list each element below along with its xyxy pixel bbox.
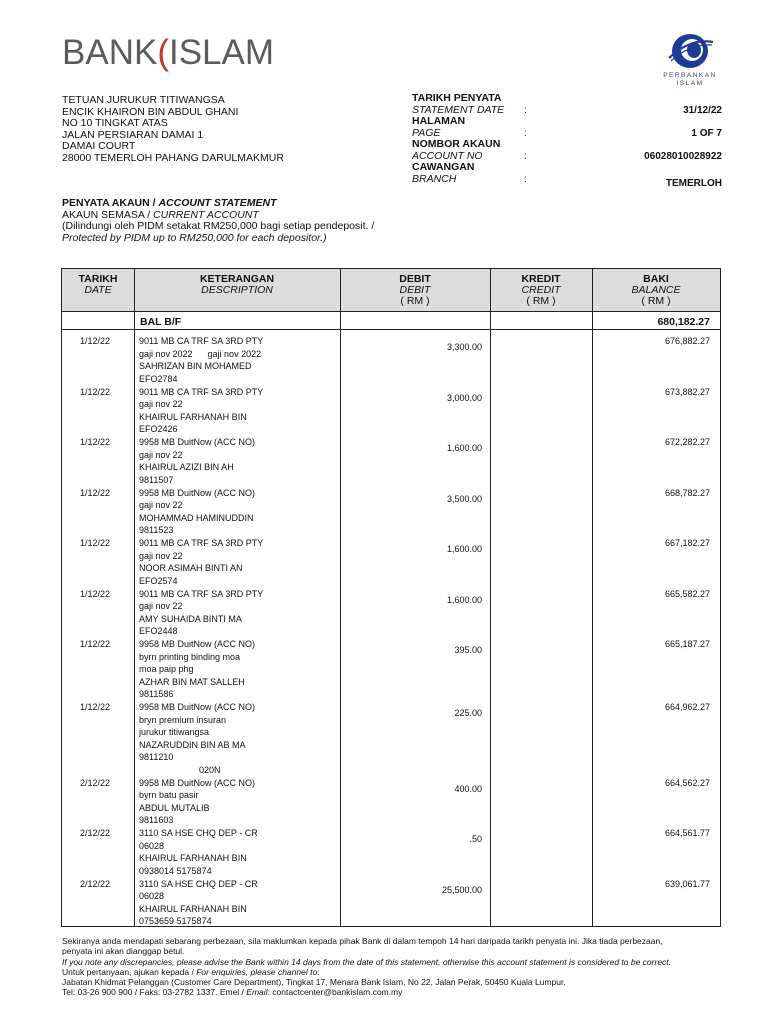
- header-credit-unit: ( RM ): [526, 295, 556, 307]
- row-description-line: EFO2574: [139, 575, 178, 586]
- row-description-line: 9011 MB CA TRF SA 3RD PTY: [139, 538, 264, 548]
- row-description-line: gaji nov 22: [139, 500, 183, 510]
- row-debit: .50: [469, 834, 482, 844]
- seal-caption-2: ISLAM: [676, 80, 704, 87]
- table-row: [62, 386, 720, 436]
- header-balance-ms: BAKI: [643, 273, 669, 285]
- row-description: [139, 335, 391, 385]
- row-debit: 225.00: [454, 708, 482, 718]
- row-description: [139, 701, 391, 776]
- row-balance: 668,782.27: [664, 487, 710, 498]
- row-description-line: 9011 MB CA TRF SA 3RD PTY: [139, 588, 264, 599]
- header-balance: [592, 274, 720, 307]
- table-row: [62, 537, 720, 587]
- header-credit-ms: KREDIT: [521, 273, 561, 285]
- row-balance: 672,282.27: [664, 437, 710, 447]
- statement-date-value: 31/12/22: [683, 104, 722, 116]
- table-row: [62, 638, 720, 701]
- bal-bf-label: BAL B/F: [140, 316, 182, 328]
- header-debit: [340, 274, 490, 307]
- customer-address: [62, 95, 284, 164]
- row-description: [139, 638, 391, 701]
- logo-text-left: BANK: [62, 33, 158, 72]
- row-description-line: EFO2784: [139, 373, 178, 384]
- row-description-line: EFO2426: [139, 424, 178, 434]
- row-description-line: ABDUL MUTALIB: [139, 802, 210, 813]
- footer-contact-a: Tel: 03-26 900 900 / Faks: 03-2782 1337. Emel /: [62, 987, 247, 998]
- row-description-line: byrn batu pasir: [139, 790, 199, 800]
- footer-line: penyata ini akan dianggap betul.: [62, 946, 185, 957]
- statement-meta: [412, 92, 722, 189]
- colon: :: [524, 127, 527, 139]
- table-row: [62, 436, 720, 486]
- page-label-en: PAGE: [412, 126, 441, 139]
- row-description-line: 9958 MB DuitNow (ACC NO): [139, 639, 256, 649]
- footer-contact-c: : contactcenter@bankislam.com.my: [267, 987, 403, 998]
- pidm-notice-ms: (Dilindungi oleh PIDM setakat RM250,000 bagi setiap pendeposit. /: [62, 220, 375, 232]
- account-statement-title-ms: PENYATA AKAUN /: [62, 197, 159, 209]
- row-description-line: 0938014 5175874: [139, 865, 212, 876]
- table-row: [62, 588, 720, 638]
- footer-line: Sekiranya anda mendapati sebarang perbezaan, sila maklumkan kepada pihak Bank di dalam tempoh 14 hari daripada tarikh penyata ini. Jika tiada perbezaan,: [62, 936, 663, 946]
- row-description-line: KHAIRUL FARHANAH BIN: [139, 411, 247, 422]
- address-line: NO 10 TINGKAT ATAS: [62, 117, 168, 129]
- row-description-line: 0753659 5175874: [139, 916, 212, 926]
- footer-enquiry-en: For enquiries, please channel to: [196, 966, 318, 977]
- row-description-line: 9011 MB CA TRF SA 3RD PTY: [139, 336, 264, 346]
- row-date: 1/12/22: [80, 336, 111, 346]
- account-label-ms: NOMBOR AKAUN: [412, 138, 501, 150]
- row-balance: 667,182.27: [664, 538, 710, 548]
- row-description-line: 9811603: [139, 815, 174, 825]
- address-line: ENCIK KHAIRON BIN ABDUL GHANI: [62, 105, 239, 118]
- table-row: [62, 827, 720, 877]
- row-description-line: 06028: [139, 891, 165, 901]
- row-description: [139, 487, 391, 537]
- row-description-line: gaji nov 22: [139, 550, 183, 561]
- statement-date-label-ms: TARIKH PENYATA: [412, 92, 502, 104]
- table-row: [62, 777, 720, 827]
- header-balance-en: BALANCE: [631, 284, 681, 296]
- header-credit-en: CREDIT: [521, 284, 561, 296]
- row-debit: 3,500.00: [446, 493, 482, 504]
- branch-label-en: BRANCH: [412, 172, 457, 185]
- row-description: [139, 386, 391, 436]
- transactions-table: [61, 268, 721, 927]
- row-description-line: gaji nov 2022 gaji nov 2022: [139, 348, 262, 359]
- row-description-line: 9958 MB DuitNow (ACC NO): [139, 437, 256, 447]
- header-desc-ms: KETERANGAN: [199, 273, 275, 285]
- row-description: [139, 537, 391, 587]
- row-date: 1/12/22: [80, 487, 111, 498]
- statement-date-label-en: STATEMENT DATE: [412, 103, 505, 116]
- row-balance: 665,582.27: [664, 588, 710, 599]
- row-description-line: AMY SUHAIDA BINTI MA: [139, 613, 242, 624]
- row-debit: 1,600.00: [446, 443, 482, 453]
- table-row: [62, 335, 720, 385]
- account-number-value: 06028010028922: [644, 150, 722, 162]
- header-debit-en: DEBIT: [399, 284, 431, 296]
- row-description-line: 06028: [139, 840, 165, 851]
- row-date: 2/12/22: [80, 828, 111, 838]
- row-balance: 664,562.27: [664, 777, 710, 788]
- row-date: 2/12/22: [80, 777, 111, 788]
- logo-text-right: ISLAM: [168, 33, 275, 72]
- account-info: [62, 198, 374, 244]
- page-value: 1 OF 7: [691, 127, 722, 139]
- row-date: 1/12/22: [80, 386, 111, 397]
- row-date: 1/12/22: [80, 702, 111, 712]
- header-balance-unit: ( RM ): [641, 295, 671, 307]
- table-row: [62, 878, 720, 928]
- account-statement-title-en: ACCOUNT STATEMENT: [158, 197, 277, 209]
- header-date: [62, 274, 134, 296]
- header-description: [134, 274, 340, 296]
- branch-label-ms: CAWANGAN: [412, 161, 475, 173]
- row-description-line: 9811507: [139, 474, 174, 485]
- address-line: JALAN PERSIARAN DAMAI 1: [62, 128, 204, 141]
- header-date-en: DATE: [84, 284, 112, 296]
- header-debit-ms: DEBIT: [399, 273, 431, 285]
- table-row: [62, 487, 720, 537]
- logo-arc: (: [157, 33, 169, 72]
- row-description-line: 9811586: [139, 689, 174, 699]
- header-debit-unit: ( RM ): [400, 295, 430, 307]
- row-description-line: 3110 SA HSE CHQ DEP - CR: [139, 878, 258, 889]
- row-date: 2/12/22: [80, 878, 111, 889]
- row-description: [139, 588, 391, 638]
- bank-logo: [62, 33, 274, 73]
- row-description-line: byrn printing binding moa: [139, 651, 241, 662]
- bal-bf-value: 680,182.27: [657, 316, 710, 328]
- row-description-line: KHAIRUL FARHANAH BIN: [139, 853, 247, 863]
- row-description: [139, 827, 391, 877]
- header-date-ms: TARIKH: [78, 273, 118, 285]
- row-balance: 639,061.77: [664, 878, 710, 889]
- row-description-line: gaji nov 22: [139, 449, 183, 460]
- row-description-line: jurukur titiwangsa: [139, 727, 210, 737]
- seal-caption-1: PERBANKAN: [663, 72, 717, 79]
- footer-enquiry-ms: Untuk pertanyaan, ajukan kepada /: [62, 966, 197, 977]
- row-description: [139, 878, 391, 928]
- row-balance: 673,882.27: [664, 386, 710, 397]
- pidm-notice-en: Protected by PIDM up to RM250,000 for each depositor.): [62, 231, 327, 244]
- row-date: 1/12/22: [80, 639, 111, 649]
- colon: :: [524, 104, 527, 116]
- row-description-line: 9958 MB DuitNow (ACC NO): [139, 702, 256, 712]
- row-debit: 3,000.00: [446, 392, 482, 403]
- row-description-line: AZHAR BIN MAT SALLEH: [139, 676, 245, 687]
- balance-brought-forward-row: [62, 314, 720, 330]
- row-debit: 1,600.00: [446, 594, 482, 605]
- colon: :: [524, 150, 527, 162]
- row-balance: 665,187.27: [664, 639, 710, 649]
- row-description-line: SAHRIZAN BIN MOHAMED: [139, 361, 252, 371]
- row-date: 1/12/22: [80, 538, 111, 548]
- address-line: 28000 TEMERLOH PAHANG DARULMAKMUR: [62, 151, 284, 164]
- row-description-line: bryn premium insuran: [139, 714, 227, 725]
- footer-contact-b: Email: [246, 987, 268, 998]
- row-description-line: 9811210: [139, 752, 174, 762]
- row-description-line: 9811523: [139, 525, 174, 535]
- account-type-ms: AKAUN SEMASA /: [62, 208, 154, 221]
- row-description-line: moa paip phg: [139, 664, 194, 674]
- row-balance: 664,561.77: [664, 828, 710, 838]
- footer-notice: [62, 936, 722, 998]
- row-description-line: 9011 MB CA TRF SA 3RD PTY: [139, 386, 264, 397]
- seal-icon: [665, 30, 715, 72]
- row-date: 1/12/22: [80, 588, 111, 599]
- row-debit: 395.00: [454, 645, 482, 655]
- row-debit: 25,500.00: [441, 884, 482, 895]
- row-description-line: KHAIRUL FARHANAH BIN: [139, 903, 247, 914]
- address-line: TETUAN JURUKUR TITIWANGSA: [62, 94, 225, 106]
- row-balance: 676,882.27: [664, 336, 710, 346]
- row-debit: 1,600.00: [446, 544, 482, 554]
- row-description-line: MOHAMMAD HAMINUDDIN: [139, 512, 254, 523]
- account-type-en: CURRENT ACCOUNT: [153, 208, 259, 221]
- row-description-line: 3110 SA HSE CHQ DEP - CR: [139, 828, 258, 838]
- row-balance: 664,962.27: [664, 702, 710, 712]
- page-label-ms: HALAMAN: [412, 115, 466, 127]
- row-description-line: 9958 MB DuitNow (ACC NO): [139, 777, 256, 788]
- footer-line: If you note any discrepancies, please advise the Bank within 14 days from the date of this statement, otherwise this account statement is considered to be correct.: [62, 956, 672, 967]
- row-description-line: 9958 MB DuitNow (ACC NO): [139, 487, 256, 498]
- row-description-line: 020N: [139, 764, 221, 775]
- perbankan-islam-seal: [655, 30, 725, 92]
- colon: :: [524, 173, 527, 185]
- row-date: 1/12/22: [80, 437, 111, 447]
- header-desc-en: DESCRIPTION: [201, 284, 273, 296]
- row-description-line: gaji nov 22: [139, 601, 183, 611]
- row-description-line: KHAIRUL AZIZI BIN AH: [139, 462, 234, 472]
- account-label-en: ACCOUNT NO: [412, 149, 483, 162]
- footer-line: Jabatan Khidmat Pelanggan (Customer Care Department), Tingkat 17, Menara Bank Islam, No 22, Jalan Perak, 50450 Kuala Lumpur.: [62, 977, 566, 988]
- branch-value: TEMERLOH: [665, 177, 722, 189]
- row-debit: 3,300.00: [446, 342, 482, 352]
- row-description: [139, 436, 391, 486]
- row-description-line: NAZARUDDIN BIN AB MA: [139, 739, 246, 750]
- table-row: [62, 701, 720, 776]
- address-line: DAMAI COURT: [62, 140, 136, 152]
- row-debit: 400.00: [454, 783, 482, 794]
- header-credit: [490, 274, 592, 307]
- row-description-line: EFO2448: [139, 626, 178, 636]
- footer-enquiry-colon: :: [317, 966, 320, 977]
- row-description-line: gaji nov 22: [139, 399, 183, 409]
- row-description: [139, 777, 391, 827]
- row-description-line: NOOR ASIMAH BINTI AN: [139, 563, 243, 573]
